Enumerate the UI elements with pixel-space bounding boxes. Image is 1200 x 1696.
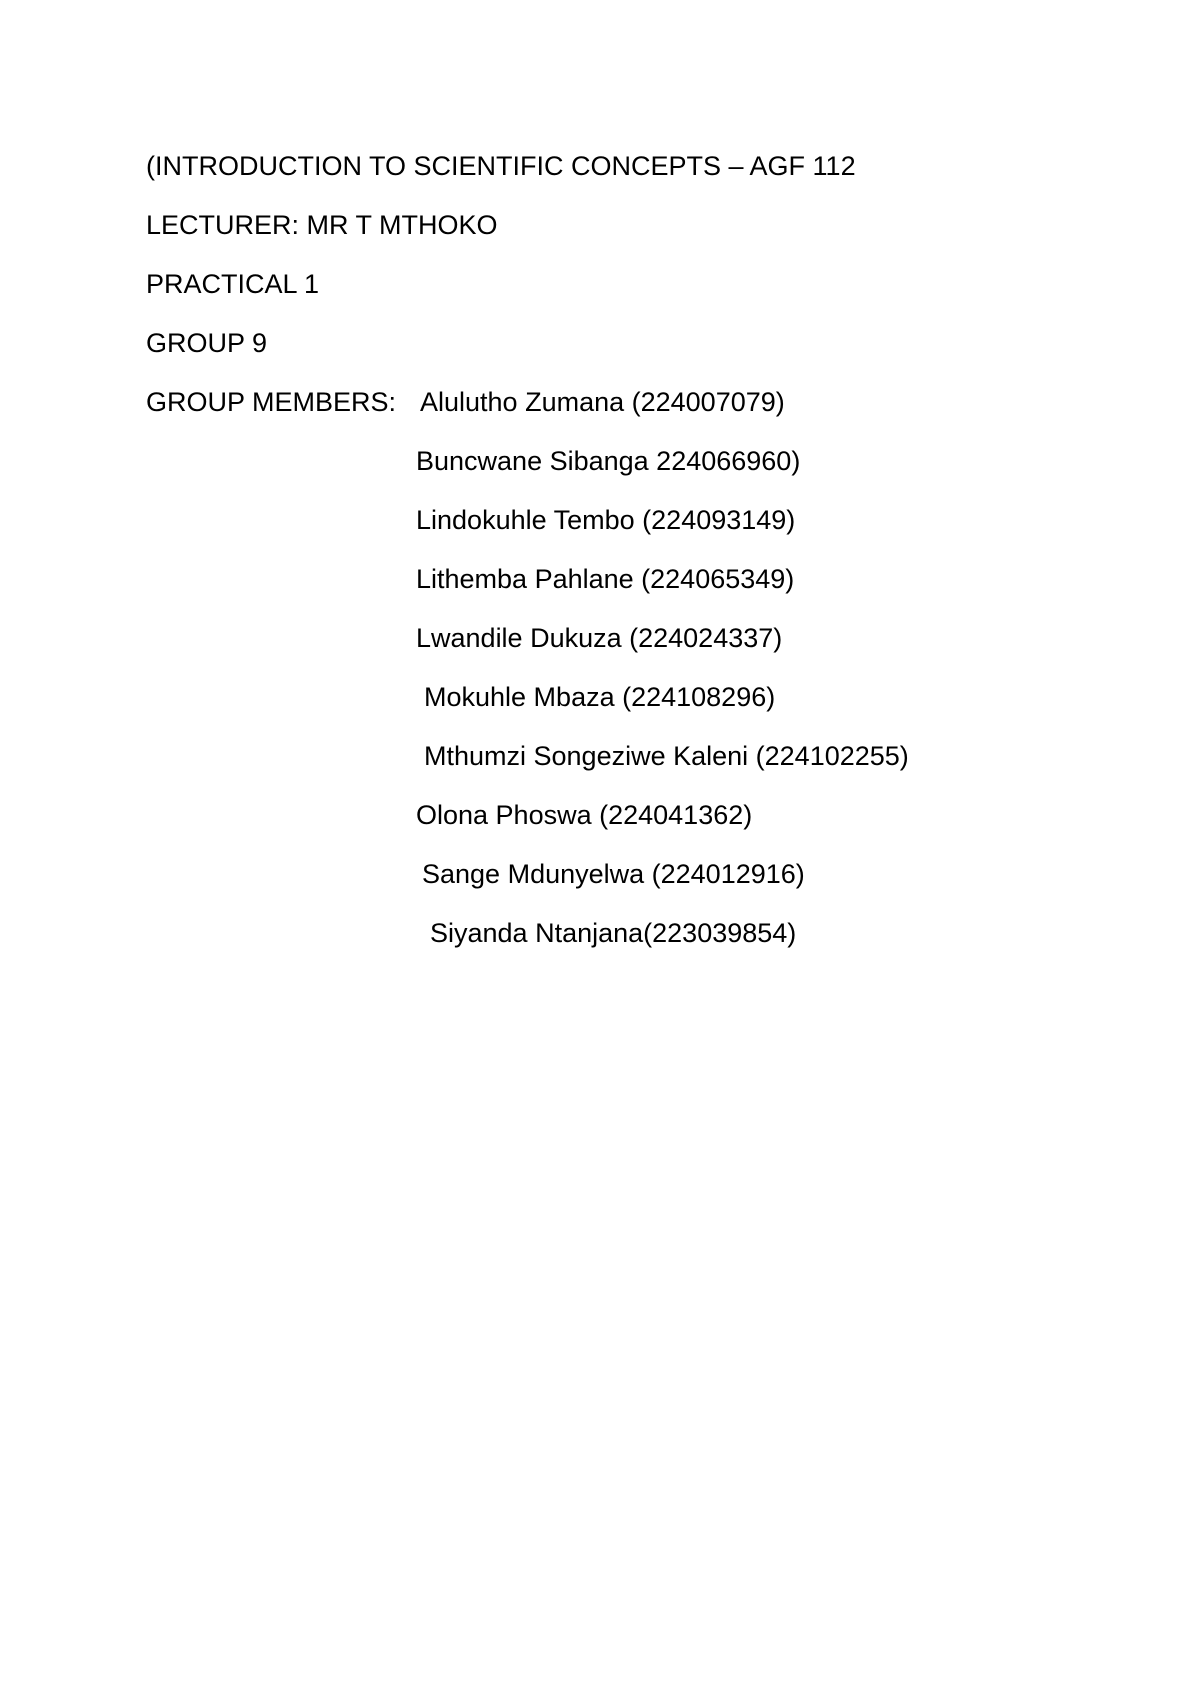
member-item: Buncwane Sibanga 224066960) xyxy=(416,446,801,476)
member-item: Olona Phoswa (224041362) xyxy=(416,800,753,830)
course-title: (INTRODUCTION TO SCIENTIFIC CONCEPTS – AGF 112 xyxy=(146,151,856,181)
member-item: Siyanda Ntanjana(223039854) xyxy=(430,918,797,948)
member-item: Alulutho Zumana (224007079) xyxy=(420,387,785,417)
member-item: Lithemba Pahlane (224065349) xyxy=(416,564,795,594)
member-item: Mokuhle Mbaza (224108296) xyxy=(424,682,776,712)
group-members-label: GROUP MEMBERS: xyxy=(146,387,397,417)
lecturer-line: LECTURER: MR T MTHOKO xyxy=(146,210,498,240)
member-item: Lwandile Dukuza (224024337) xyxy=(416,623,783,653)
member-item: Lindokuhle Tembo (224093149) xyxy=(416,505,796,535)
group-line: GROUP 9 xyxy=(146,328,268,358)
practical-line: PRACTICAL 1 xyxy=(146,269,320,299)
member-item: Sange Mdunyelwa (224012916) xyxy=(422,859,805,889)
member-item: Mthumzi Songeziwe Kaleni (224102255) xyxy=(424,741,909,771)
